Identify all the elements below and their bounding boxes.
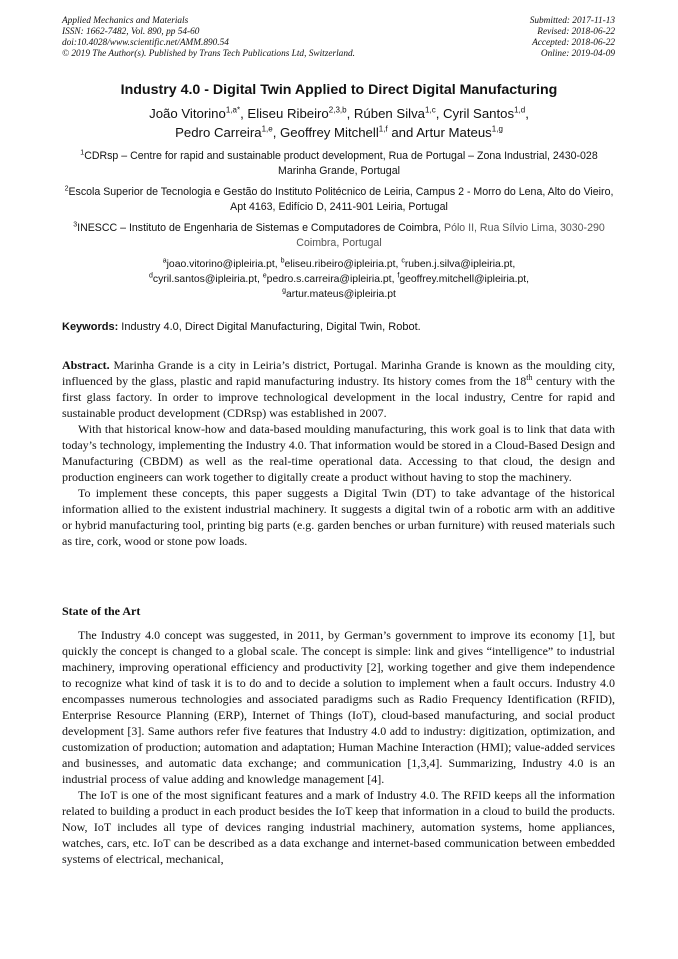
affiliation-3 bbox=[62, 221, 616, 251]
email-marker: e bbox=[262, 272, 267, 280]
email-address[interactable]: pedro.s.carreira@ipleiria.pt bbox=[266, 274, 392, 285]
abstract-label: Abstract. bbox=[62, 358, 110, 372]
state-of-art-paragraph-1: The Industry 4.0 concept was suggested, in 2011, by German’s government to improve its economy [1], but quickly the concept is changed to a global scale. The concept is simple: link and gives “intelligence” to industrial machinery, improving operational efficiency and productivity [2], working together and give them independence to recognize what kind of task it is to do and to decide a solution to implement when a fault occurs. Industry 4.0 encompasses numerous technologies and associated paradigms such as Radio Frequency Identification (RFID), Enterprise Resource Planning (ERP), Internet of Things (IoT), cloud-based manufacturing, and social product development [3]. Same authors refer five features that Industry 4.0 add to industry: digitization, optimization, and customization of production; automation and adaptation; Human Machine Interaction (HMI); value-added services and businesses, and automatic data exchange; and communication [1,3,4]. Summarizing, Industry 4.0 is an industrial process of value adding and knowledge management [4]. bbox=[62, 628, 615, 786]
journal-issn: ISSN: 1662-7482, Vol. 890, pp 54-60 bbox=[62, 27, 200, 37]
affiliation-marker: 3 bbox=[73, 221, 78, 229]
email-marker: c bbox=[401, 257, 405, 265]
state-of-art-body bbox=[62, 627, 615, 867]
section-heading: State of the Art bbox=[62, 604, 141, 618]
email-address[interactable]: geoffrey.mitchell@ipleiria.pt bbox=[399, 274, 527, 285]
email-marker: f bbox=[397, 272, 400, 280]
journal-name: Applied Mechanics and Materials bbox=[62, 16, 189, 26]
affiliation-text: Escola Superior de Tecnologia e Gestão do Instituto Politécnico de Leiria, Campus 2 - Morro do Lena, Alto do Vieiro, Apt 4163, Edifício D, 2411-901 Leiria, Portugal bbox=[68, 186, 614, 213]
author-separator: , bbox=[240, 106, 248, 121]
author-affil-marker: 1,a* bbox=[225, 105, 241, 115]
author-name: João Vitorino bbox=[149, 106, 226, 121]
affiliation-2 bbox=[62, 185, 616, 215]
email-address[interactable]: cyril.santos@ipleiria.pt bbox=[152, 274, 257, 285]
author-name: Artur Mateus bbox=[416, 125, 492, 140]
author-separator: , bbox=[346, 106, 354, 121]
paper-title: Industry 4.0 - Digital Twin Applied to Direct Digital Manufacturing bbox=[120, 82, 558, 98]
email-marker: g bbox=[282, 287, 286, 295]
affiliation-text: INESCC – Instituto de Engenharia de Sistemas e Computadores de Coimbra, bbox=[77, 222, 444, 234]
author-separator: , bbox=[435, 106, 444, 121]
author-affil-marker: 1,e bbox=[261, 124, 273, 134]
author-separator: , bbox=[272, 125, 281, 140]
abstract-paragraph-1 bbox=[62, 357, 615, 421]
affiliation-marker: 2 bbox=[64, 185, 69, 193]
abstract-text: Marinha Grande is a city in Leiria’s district, Portugal. Marinha Grande is known as the moulding city, influenced by the glass, plastic and rapid manufacturing industry. Its history comes from the 18 bbox=[62, 358, 615, 388]
affiliation-1 bbox=[62, 149, 616, 179]
author-affil-marker: 1,c bbox=[425, 105, 436, 115]
author-list bbox=[40, 104, 638, 142]
date-online: Online: 2019-04-09 bbox=[540, 49, 615, 59]
author-affil-marker: 1,f bbox=[378, 124, 388, 134]
author-separator: , bbox=[525, 106, 529, 121]
affiliation-address: Pólo II, Rua Sílvio Lima, 3030-290 Coimbra, Portugal bbox=[296, 222, 605, 249]
date-revised: Revised: 2018-06-22 bbox=[537, 27, 615, 37]
author-separator: and bbox=[387, 125, 417, 140]
abstract-paragraph-3: To implement these concepts, this paper suggests a Digital Twin (DT) to take advantage of the historical information allied to the existent industrial machinery. It suggests a digital twin of a robotic arm with an additive or hybrid manufacturing tool, printing big parts (e.g. garden benches or urban furniture) with reused materials such as tire, cork, wood or stone pow loads. bbox=[62, 486, 615, 548]
journal-doi: doi:10.4028/www.scientific.net/AMM.890.54 bbox=[62, 38, 229, 48]
ordinal-suffix: th bbox=[526, 373, 533, 382]
author-name: Eliseu Ribeiro bbox=[247, 106, 329, 121]
email-marker: b bbox=[280, 257, 285, 265]
date-submitted: Submitted: 2017-11-13 bbox=[529, 16, 615, 26]
email-marker: d bbox=[148, 272, 153, 280]
author-name: Rúben Silva bbox=[353, 106, 426, 121]
keywords bbox=[62, 321, 616, 333]
journal-meta bbox=[62, 16, 442, 60]
email-address[interactable]: ruben.j.silva@ipleiria.pt bbox=[404, 259, 513, 270]
submission-dates bbox=[415, 16, 615, 60]
affiliation-text: CDRsp – Centre for rapid and sustainable product development, Rua de Portugal – Zona Industrial, 2430-028 Marinha Grande, Portugal bbox=[84, 150, 598, 177]
author-affil-marker: 2,3,b bbox=[328, 105, 347, 115]
journal-copyright: © 2019 The Author(s). Published by Trans Tech Publications Ltd, Switzerland. bbox=[62, 49, 355, 59]
author-name: Pedro Carreira bbox=[175, 125, 262, 140]
email-address[interactable]: eliseu.ribeiro@ipleiria.pt bbox=[284, 259, 396, 270]
abstract bbox=[62, 357, 615, 549]
author-emails: $^a$joao.vitorino@ipleiria.pt, $^b$eliseu.ribeiro@ipleiria.pt, $^c$ruben.j.silva@ipleiria.pt, $^d$cyril.santos@ipleiria.pt, $^e$pedro.s.carreira@ipleiria.pt, $^f$geoffrey.mitchell@ipleiria.pt, $^g$artur.mateus@ipleiria.pt bbox=[148, 257, 530, 300]
abstract-paragraph-2: With that historical know-how and data-based moulding manufacturing, this work goal is to link that data with today’s technology, implementing the Industry 4.0. That information would be stored in a Cloud-Based Design and Manufacturing (CBDM) as well as the real-time operational data. Accessing to that cloud, the design and production engineers can work together to digitally create a product without having to stop the machinery. bbox=[62, 422, 615, 484]
keywords-label: Keywords: bbox=[62, 321, 119, 333]
affiliation-marker: 1 bbox=[80, 149, 85, 157]
email-address[interactable]: artur.mateus@ipleiria.pt bbox=[286, 289, 396, 300]
email-marker: a bbox=[162, 257, 167, 265]
email-address[interactable]: joao.vitorino@ipleiria.pt bbox=[166, 259, 275, 270]
date-accepted: Accepted: 2018-06-22 bbox=[532, 38, 615, 48]
keywords-text: Industry 4.0, Direct Digital Manufacturing, Digital Twin, Robot. bbox=[118, 321, 421, 333]
abstract-text: century with the first glass factory. In order to improve technological development in the local industry, Centre for rapid and sustainable product development (CDRsp) was established in 2007. bbox=[62, 374, 615, 420]
author-affil-marker: 1,g bbox=[491, 124, 503, 134]
state-of-art-paragraph-2: The IoT is one of the most significant features and a mark of Industry 4.0. The RFID keeps all the information related to building a product in each product besides the IoT keep that information in a cloud to build the products. Now, IoT includes all type of devices ranging industrial machinery, automation systems, home appliances, watches, cars, etc. IoT can be described as a data exchange and internet-based communication between embedded systems of electrical, mechanical, bbox=[62, 788, 615, 866]
author-affil-marker: 1,d bbox=[514, 105, 526, 115]
author-name: Cyril Santos bbox=[443, 106, 515, 121]
author-name: Geoffrey Mitchell bbox=[280, 125, 379, 140]
